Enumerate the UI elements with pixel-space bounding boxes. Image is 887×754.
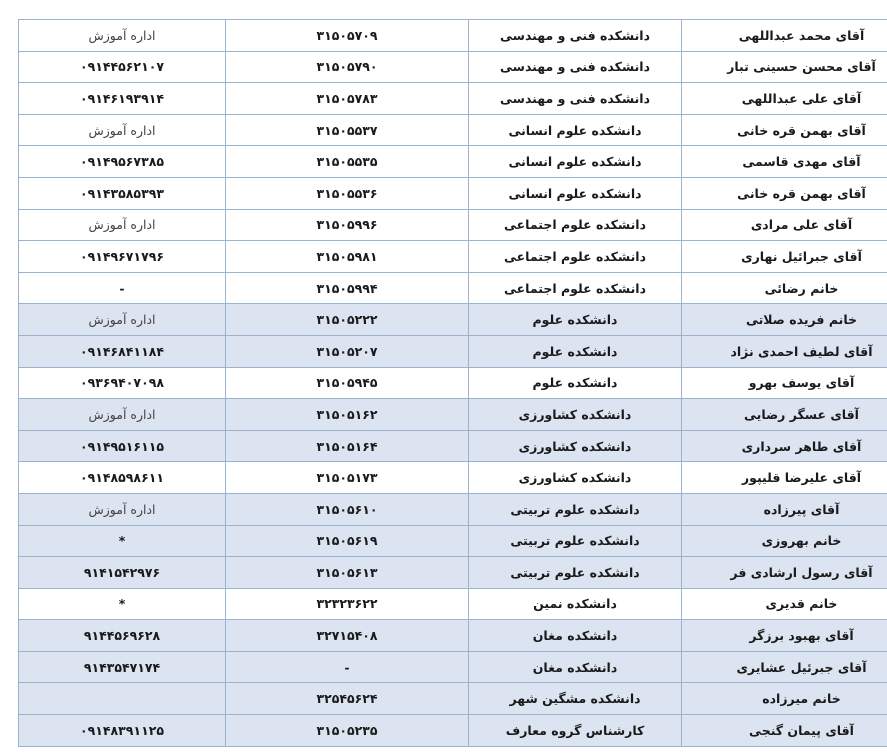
extension-cell: ۳۲۷۱۵۴۰۸ (226, 620, 469, 652)
mobile-cell: اداره آموزش (19, 114, 226, 146)
table-row (19, 683, 887, 715)
person-name-cell: آقای طاهر سرداری (682, 430, 887, 462)
table-row (19, 462, 887, 494)
extension-cell: ۳۲۳۲۳۶۲۲ (226, 588, 469, 620)
person-name-cell: خانم بهروزی (682, 525, 887, 557)
table-row (19, 304, 887, 336)
person-name-cell: خانم میرزاده (682, 683, 887, 715)
extension-cell: ۳۱۵۰۵۶۱۰ (226, 493, 469, 525)
extension-cell: ۳۱۵۰۵۹۴۵ (226, 367, 469, 399)
person-name-cell: آقای عسگر رضایی (682, 399, 887, 431)
mobile-cell: ۰۹۱۴۸۳۹۱۱۲۵ (19, 715, 226, 747)
table-row (19, 272, 887, 304)
table-row (19, 20, 887, 52)
person-name-cell: آقای محمد عبداللهی (682, 20, 887, 52)
table-row (19, 588, 887, 620)
mobile-cell: ۹۱۴۴۵۶۹۶۲۸ (19, 620, 226, 652)
person-name-cell: آقای لطیف احمدی نژاد (682, 335, 887, 367)
mobile-cell (19, 683, 226, 715)
person-name-cell: آقای علی مرادی (682, 209, 887, 241)
department-cell: دانشکده کشاورزی (469, 430, 682, 462)
mobile-cell: ۰۹۳۶۹۴۰۷۰۹۸ (19, 367, 226, 399)
person-name-cell: آقای بهمن قره خانی (682, 114, 887, 146)
extension-cell: ۳۱۵۰۵۲۲۲ (226, 304, 469, 336)
department-cell: دانشکده علوم انسانی (469, 114, 682, 146)
table-row (19, 146, 887, 178)
department-cell: دانشکده علوم اجتماعی (469, 209, 682, 241)
extension-cell: ۳۱۵۰۵۵۳۵ (226, 146, 469, 178)
extension-cell: ۳۱۵۰۵۷۹۰ (226, 51, 469, 83)
table-row (19, 525, 887, 557)
department-cell: دانشکده علوم (469, 367, 682, 399)
mobile-cell: ۰۹۱۴۶۸۴۱۱۸۴ (19, 335, 226, 367)
extension-cell: ۳۱۵۰۵۲۳۵ (226, 715, 469, 747)
department-cell: دانشکده علوم تربیتی (469, 557, 682, 589)
person-name-cell: خانم قدیری (682, 588, 887, 620)
department-cell: دانشکده علوم انسانی (469, 146, 682, 178)
department-cell: کارشناس گروه معارف (469, 715, 682, 747)
table-row (19, 51, 887, 83)
person-name-cell: خانم فریده صلاتی (682, 304, 887, 336)
department-cell: دانشکده علوم تربیتی (469, 525, 682, 557)
mobile-cell: ۰۹۱۴۹۵۶۷۳۸۵ (19, 146, 226, 178)
contact-table-body (19, 20, 887, 747)
table-row (19, 367, 887, 399)
extension-cell: ۳۱۵۰۵۶۱۹ (226, 525, 469, 557)
contact-table-container (18, 19, 876, 747)
extension-cell: ۳۱۵۰۵۲۰۷ (226, 335, 469, 367)
person-name-cell: آقای یوسف بهرو (682, 367, 887, 399)
table-row (19, 241, 887, 273)
mobile-cell: اداره آموزش (19, 209, 226, 241)
department-cell: دانشکده مشگین شهر (469, 683, 682, 715)
person-name-cell: آقای علی عبداللهی (682, 83, 887, 115)
mobile-cell: ۹۱۴۳۵۴۷۱۷۴ (19, 651, 226, 683)
extension-cell: ۳۱۵۰۵۹۹۴ (226, 272, 469, 304)
extension-cell: ۳۱۵۰۵۷۸۳ (226, 83, 469, 115)
department-cell: دانشکده مغان (469, 651, 682, 683)
extension-cell: ۳۱۵۰۵۱۶۴ (226, 430, 469, 462)
extension-cell: ۳۱۵۰۵۹۸۱ (226, 241, 469, 273)
mobile-cell: ۰۹۱۴۸۵۹۸۶۱۱ (19, 462, 226, 494)
extension-cell: ۳۱۵۰۵۶۱۳ (226, 557, 469, 589)
mobile-cell: ۹۱۴۱۵۴۲۹۷۶ (19, 557, 226, 589)
mobile-cell: * (19, 525, 226, 557)
department-cell: دانشکده علوم اجتماعی (469, 272, 682, 304)
table-row (19, 430, 887, 462)
person-name-cell: آقای بهبود برزگر (682, 620, 887, 652)
table-row (19, 493, 887, 525)
mobile-cell: ۰۹۱۴۳۵۸۵۳۹۳ (19, 177, 226, 209)
extension-cell: ۳۱۵۰۵۵۳۶ (226, 177, 469, 209)
department-cell: دانشکده کشاورزی (469, 399, 682, 431)
person-name-cell: آقای محسن حسینی تبار (682, 51, 887, 83)
extension-cell: ۳۱۵۰۵۱۶۲ (226, 399, 469, 431)
contact-table (18, 19, 887, 747)
department-cell: دانشکده علوم (469, 335, 682, 367)
person-name-cell: آقای جبرائیل نهاری (682, 241, 887, 273)
extension-cell: ۳۱۵۰۵۷۰۹ (226, 20, 469, 52)
table-row (19, 557, 887, 589)
department-cell: دانشکده کشاورزی (469, 462, 682, 494)
extension-cell: ۳۱۵۰۵۵۳۷ (226, 114, 469, 146)
department-cell: دانشکده علوم (469, 304, 682, 336)
mobile-cell: اداره آموزش (19, 399, 226, 431)
person-name-cell: آقای پیرزاده (682, 493, 887, 525)
department-cell: دانشکده مغان (469, 620, 682, 652)
person-name-cell: آقای رسول ارشادی فر (682, 557, 887, 589)
table-row (19, 83, 887, 115)
department-cell: دانشکده فنی و مهندسی (469, 83, 682, 115)
mobile-cell: ۰۹۱۴۴۵۶۲۱۰۷ (19, 51, 226, 83)
department-cell: دانشکده علوم اجتماعی (469, 241, 682, 273)
table-row (19, 335, 887, 367)
mobile-cell: اداره آموزش (19, 20, 226, 52)
department-cell: دانشکده فنی و مهندسی (469, 51, 682, 83)
mobile-cell: ۰۹۱۴۹۶۷۱۷۹۶ (19, 241, 226, 273)
mobile-cell: اداره آموزش (19, 493, 226, 525)
extension-cell: ۳۲۵۴۵۶۲۴ (226, 683, 469, 715)
person-name-cell: آقای مهدی قاسمی (682, 146, 887, 178)
mobile-cell: - (19, 272, 226, 304)
person-name-cell: خانم رضائی (682, 272, 887, 304)
department-cell: دانشکده علوم تربیتی (469, 493, 682, 525)
department-cell: دانشکده علوم انسانی (469, 177, 682, 209)
extension-cell: ۳۱۵۰۵۹۹۶ (226, 209, 469, 241)
person-name-cell: آقای پیمان گنجی (682, 715, 887, 747)
table-row (19, 114, 887, 146)
table-row (19, 651, 887, 683)
mobile-cell: * (19, 588, 226, 620)
mobile-cell: ۰۹۱۴۶۱۹۳۹۱۴ (19, 83, 226, 115)
mobile-cell: ۰۹۱۴۹۵۱۶۱۱۵ (19, 430, 226, 462)
mobile-cell: اداره آموزش (19, 304, 226, 336)
person-name-cell: آقای علیرضا قلیپور (682, 462, 887, 494)
table-row (19, 715, 887, 747)
table-row (19, 620, 887, 652)
extension-cell: ۳۱۵۰۵۱۷۳ (226, 462, 469, 494)
person-name-cell: آقای جبرئیل عشایری (682, 651, 887, 683)
table-row (19, 399, 887, 431)
table-row (19, 209, 887, 241)
extension-cell: - (226, 651, 469, 683)
department-cell: دانشکده فنی و مهندسی (469, 20, 682, 52)
person-name-cell: آقای بهمن قره خانی (682, 177, 887, 209)
table-row (19, 177, 887, 209)
department-cell: دانشکده نمین (469, 588, 682, 620)
